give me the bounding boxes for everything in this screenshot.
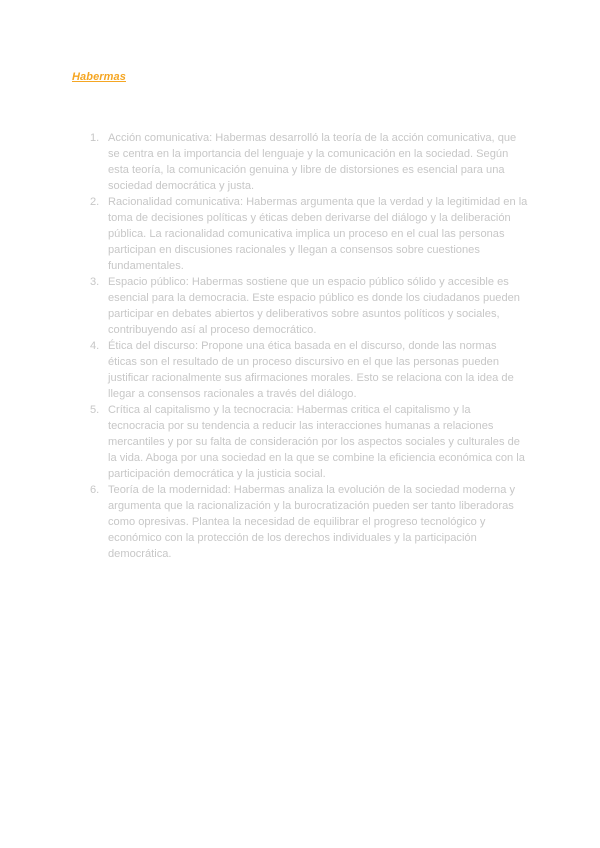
list-item-text: Acción comunicativa: Habermas desarrolló la teoría de la acción comunicativa, que se centra en la importancia del lenguaje y la comunicación en la sociedad. Según esta teoría, la comunicación genuina y libre de distorsiones es esencial para una sociedad democrática y justa. (108, 132, 517, 192)
list-item-text: Espacio público: Habermas sostiene que un espacio público sólido y accesible es esencial para la democracia. Este espacio público es donde los ciudadanos pueden participar en debates abiertos y deliberativos sobre asuntos políticos y sociales, contribuyendo así al proceso democrático. (108, 276, 520, 336)
list-item-text: Ética del discurso: Propone una ética basada en el discurso, donde las normas éticas son el resultado de un proceso discursivo en el que las personas pueden justificar racionalmente sus afirmaciones morales. Esto se relaciona con la idea de llegar a consensos racionales a través del diálogo. (108, 340, 514, 400)
list-item (90, 338, 528, 402)
numbered-list (90, 130, 528, 562)
list-item (90, 402, 528, 482)
list-item-number: 2. (90, 196, 100, 208)
list-item (90, 274, 528, 338)
list-item-number: 5. (90, 404, 100, 416)
list-item-text: Teoría de la modernidad: Habermas analiza la evolución de la sociedad moderna y argumenta que la racionalización y la burocratización pueden ser tanto liberadoras como opresivas. Plantea la necesidad de equilibrar el progreso tecnológico y económico con la protección de los derechos individuales y la participación democrática. (108, 484, 516, 560)
list-item (90, 194, 528, 274)
document-title: Habermas (72, 71, 126, 83)
list-item-text: Racionalidad comunicativa: Habermas argumenta que la verdad y la legitimidad en la toma de decisiones políticas y éticas deben derivarse del diálogo y la deliberación pública. La racionalidad comunicativa implica un proceso en el cual las personas participan en discusiones racionales y llegan a consensos sobre cuestiones fundamentales. (108, 196, 528, 272)
list-item-text: Crítica al capitalismo y la tecnocracia: Habermas critica el capitalismo y la tecnocracia por su tendencia a reducir las interacciones humanas a relaciones mercantiles y por su falta de consideración por los aspectos sociales y culturales de la vida. Aboga por una sociedad en la que se combine la eficiencia económica con la participación democrática y la justicia social. (108, 404, 525, 480)
list-item (90, 130, 528, 194)
list-item-number: 6. (90, 484, 100, 496)
list-item (90, 482, 528, 562)
list-item-number: 4. (90, 340, 100, 352)
list-item-number: 1. (90, 132, 100, 144)
list-item-number: 3. (90, 276, 100, 288)
